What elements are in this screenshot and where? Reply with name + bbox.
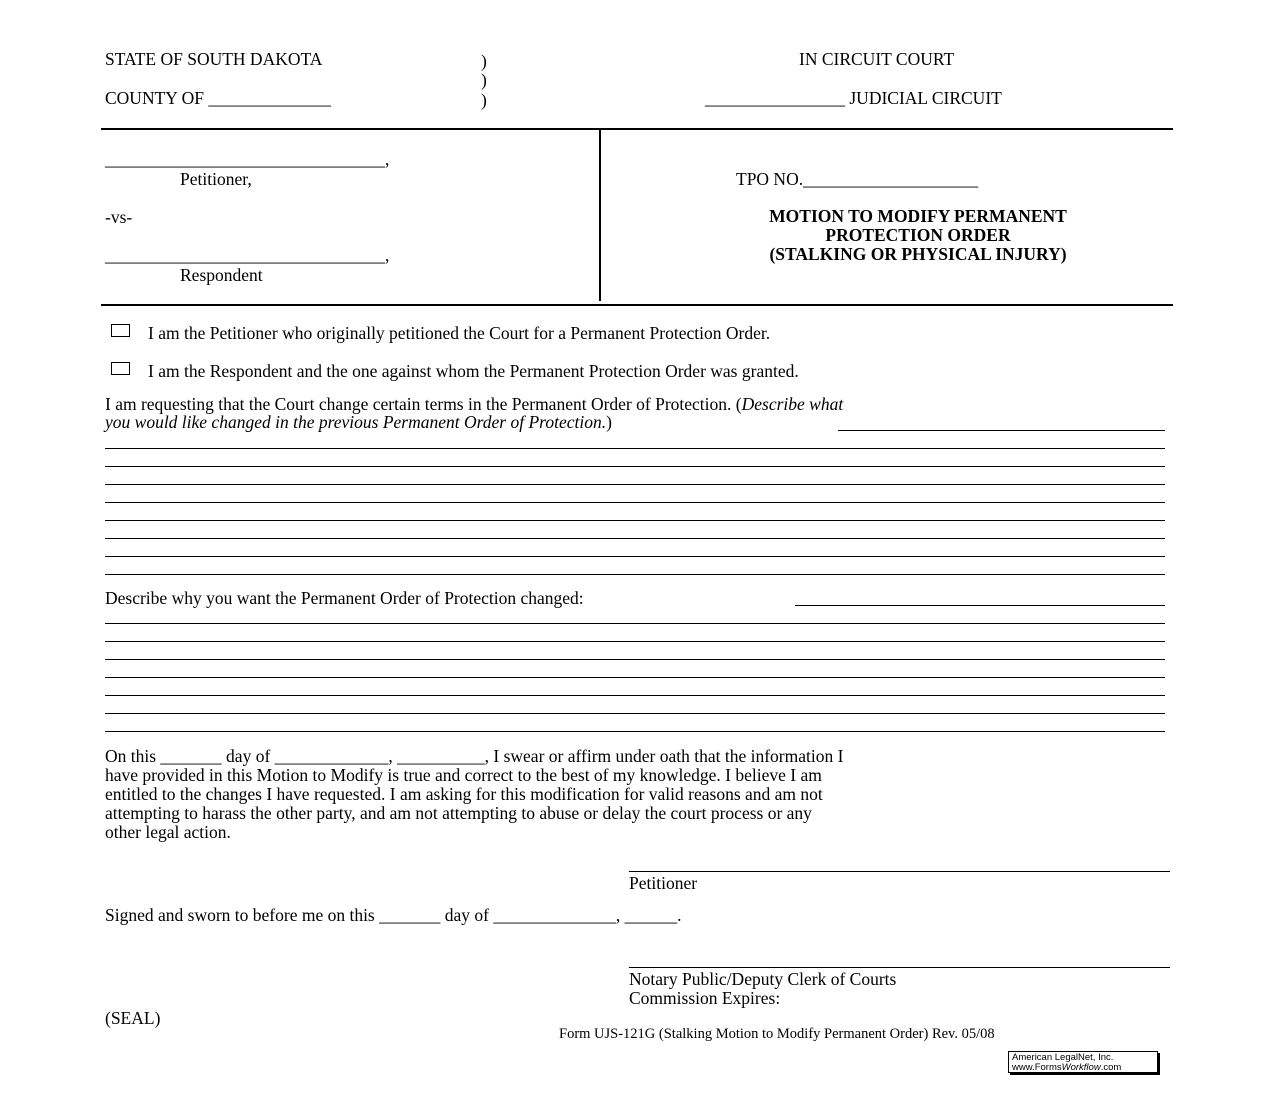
change-reason-answer-line[interactable] [105, 713, 1165, 714]
seal-label: (SEAL) [105, 1008, 161, 1028]
caption-top-rule [101, 128, 1173, 130]
notary-label: Notary Public/Deputy Clerk of Courts [629, 969, 897, 989]
oath-line: have provided in this Motion to Modify is true and correct to the best of my knowledge. I believe I am [105, 765, 822, 785]
caption-paren: ) [481, 70, 487, 90]
notary-signature-line[interactable] [629, 967, 1170, 968]
change-reason-instructions: Describe why you want the Permanent Order of Protection changed: [105, 588, 584, 608]
petitioner-option-text: I am the Petitioner who originally petitioned the Court for a Permanent Protection Order. [148, 323, 771, 343]
change-request-answer-line[interactable] [838, 430, 1165, 431]
change-request-answer-line[interactable] [105, 538, 1165, 539]
petitioner-signature-label: Petitioner [629, 873, 698, 893]
versus-label: -vs- [105, 207, 133, 227]
change-request-answer-line[interactable] [105, 556, 1165, 557]
change-request-instructions: I am requesting that the Court change certain terms in the Permanent Order of Protection. (Describe what [105, 394, 844, 414]
oath-line: entitled to the changes I have requested. I am asking for this modification for valid reasons and am not [105, 784, 823, 804]
change-request-answer-line[interactable] [105, 448, 1165, 449]
respondent-name-field[interactable]: ________________________________, [105, 245, 390, 265]
document-title-line-2: PROTECTION ORDER [825, 225, 1011, 245]
oath-line: On this _______ day of _____________, __________, I swear or affirm under oath that the information I [105, 746, 844, 766]
respondent-option-text: I am the Respondent and the one against whom the Permanent Protection Order was granted. [148, 361, 799, 381]
petitioner-checkbox[interactable] [111, 324, 130, 337]
respondent-checkbox[interactable] [111, 362, 130, 375]
publisher-name: American LegalNet, Inc. [1012, 1052, 1114, 1063]
petitioner-label: Petitioner, [180, 169, 252, 189]
change-reason-answer-line[interactable] [105, 641, 1165, 642]
publisher-url: www.FormsWorkflow.com [1012, 1062, 1122, 1073]
change-reason-answer-line[interactable] [105, 677, 1165, 678]
form-identifier: Form UJS-121G (Stalking Motion to Modify Permanent Order) Rev. 05/08 [559, 1026, 995, 1042]
judicial-circuit-field[interactable]: ________________ JUDICIAL CIRCUIT [705, 88, 1002, 108]
document-title-line-3: (STALKING OR PHYSICAL INJURY) [769, 244, 1067, 264]
state-name: STATE OF SOUTH DAKOTA [105, 49, 323, 69]
publisher-badge [1008, 1051, 1158, 1073]
change-request-answer-line[interactable] [105, 502, 1165, 503]
change-request-answer-line[interactable] [105, 520, 1165, 521]
document-title-line-1: MOTION TO MODIFY PERMANENT [769, 206, 1067, 226]
change-reason-answer-line[interactable] [105, 623, 1165, 624]
respondent-label: Respondent [180, 265, 263, 285]
caption-paren: ) [481, 90, 487, 110]
change-request-answer-line[interactable] [105, 466, 1165, 467]
change-request-answer-line[interactable] [105, 574, 1165, 575]
change-request-answer-line[interactable] [105, 484, 1165, 485]
change-reason-answer-line[interactable] [795, 605, 1165, 606]
petitioner-signature-line[interactable] [629, 871, 1170, 872]
petitioner-name-field[interactable]: ________________________________, [105, 149, 390, 169]
county-field[interactable]: COUNTY OF ______________ [105, 88, 331, 108]
oath-line: other legal action. [105, 822, 231, 842]
commission-expires-label: Commission Expires: [629, 988, 781, 1008]
change-request-instructions-cont: you would like changed in the previous Permanent Order of Protection.) [105, 412, 612, 432]
change-reason-answer-line[interactable] [105, 659, 1165, 660]
court-name: IN CIRCUIT COURT [799, 49, 955, 69]
caption-paren: ) [481, 51, 487, 71]
oath-line: attempting to harass the other party, and am not attempting to abuse or delay the court process or any [105, 803, 812, 823]
change-reason-answer-line[interactable] [105, 695, 1165, 696]
caption-bottom-rule [101, 304, 1173, 306]
sworn-before-statement[interactable]: Signed and sworn to before me on this _______ day of ______________, ______. [105, 905, 682, 925]
caption-divider [599, 130, 601, 301]
oath-statement [105, 747, 1165, 842]
tpo-number-field[interactable]: TPO NO.____________________ [736, 169, 979, 189]
change-reason-answer-line[interactable] [105, 731, 1165, 732]
